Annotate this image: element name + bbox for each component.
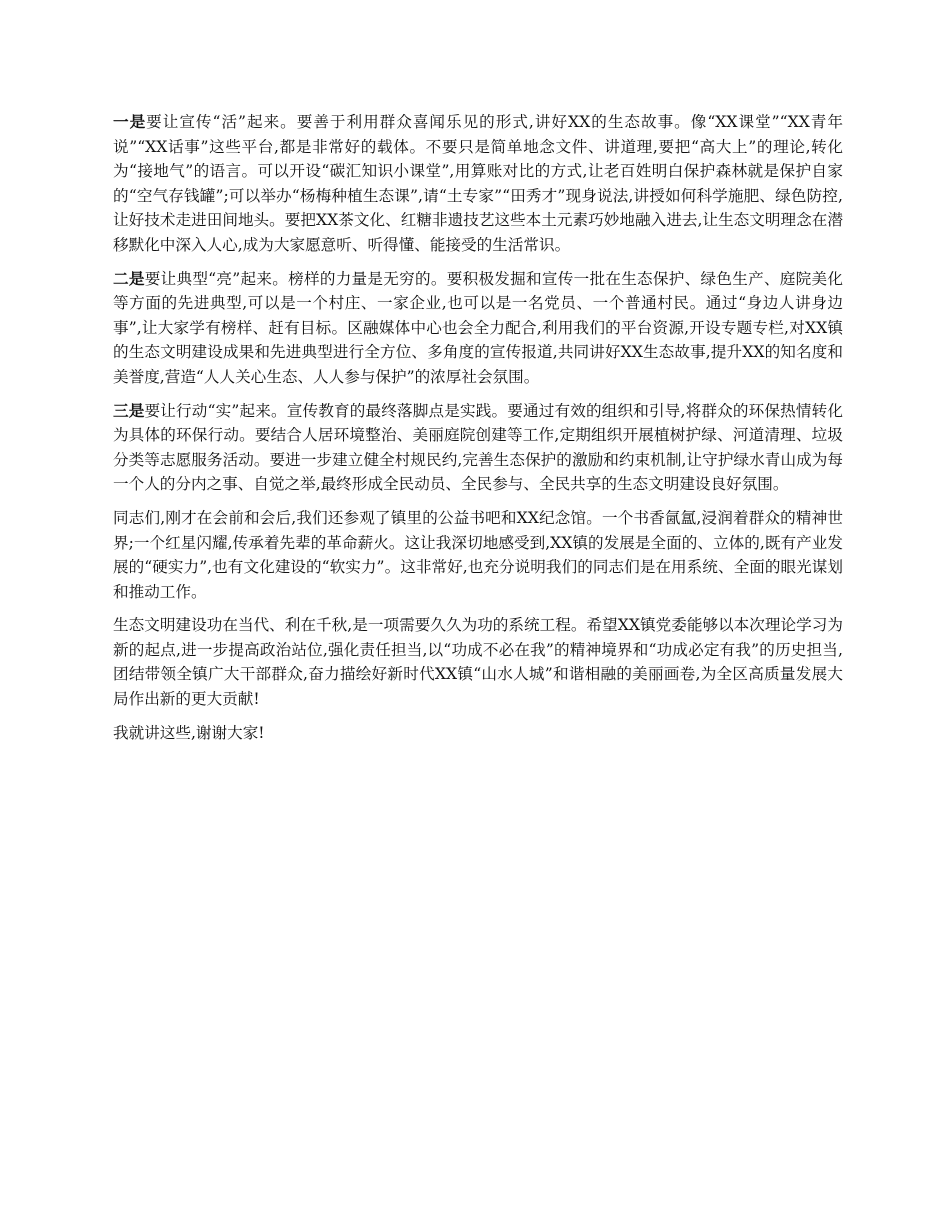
paragraph-lead: 一是 bbox=[113, 112, 147, 131]
paragraph-lead: 三是 bbox=[113, 400, 145, 420]
paragraph-2 bbox=[113, 267, 843, 390]
paragraph-lead: 二是 bbox=[113, 268, 145, 288]
paragraph-5 bbox=[113, 613, 843, 711]
paragraph-3 bbox=[113, 399, 843, 497]
paragraph-text: 生态文明建设功在当代、利在千秋,是一项需要久久为功的系统工程。希望XX镇党委能够以本次理论学习为新的起点,进一步提高政治站位,强化责任担当,以“功成不必在我”的精神境界和“功成必定有我”的历史担当,团结带领全镇广大干部群众,奋力描绘好新时代XX镇“山水人城”和谐相融的美丽画卷,为全区高质量发展大局作出新的更大贡献! bbox=[113, 616, 843, 709]
document-body bbox=[113, 110, 843, 754]
paragraph-text: 同志们,刚才在会前和会后,我们还参观了镇里的公益书吧和XX纪念馆。一个书香氤氲,浸润着群众的精神世界;一个红星闪耀,传承着先辈的革命薪火。这让我深切地感受到,XX镇的发展是全面的、立体的,既有产业发展的“硬实力”,也有文化建设的“软实力”。这非常好,也充分说明我们的同志们是在用系统、全面的眼光谋划和推动工作。 bbox=[113, 508, 843, 601]
paragraph-closing bbox=[113, 721, 843, 746]
paragraph-text: 我就讲这些,谢谢大家! bbox=[113, 723, 265, 742]
paragraph-text: 要让宣传“活”起来。要善于利用群众喜闻乐见的形式,讲好XX的生态故事。像“XX课堂”“XX青年说”“XX话事”这些平台,都是非常好的载体。不要只是简单地念文件、讲道理,要把“高大上”的理论,转化为“接地气”的语言。可以开设“碳汇知识小课堂”,用算账对比的方式,让老百姓明白保护森林就是保护自家的“空气存钱罐”;可以举办“杨梅种植生态课”,请“土专家”“田秀才”现身说法,讲授如何科学施肥、绿色防控,让好技术走进田间地头。要把XX茶文化、红糖非遗技艺这些本土元素巧妙地融入进去,让生态文明理念在潜移默化中深入人心,成为大家愿意听、听得懂、能接受的生活常识。 bbox=[113, 113, 843, 254]
paragraph-text: 要让行动“实”起来。宣传教育的最终落脚点是实践。要通过有效的组织和引导,将群众的环保热情转化为具体的环保行动。要结合人居环境整治、美丽庭院创建等工作,定期组织开展植树护绿、河道清理、垃圾分类等志愿服务活动。要进一步建立健全村规民约,完善生态保护的激励和约束机制,让守护绿水青山成为每一个人的分内之事、自觉之举,最终形成全民动员、全民参与、全民共享的生态文明建设良好氛围。 bbox=[113, 401, 843, 494]
paragraph-1 bbox=[113, 110, 843, 258]
paragraph-4 bbox=[113, 506, 843, 604]
paragraph-text: 要让典型“亮”起来。榜样的力量是无穷的。要积极发掘和宣传一批在生态保护、绿色生产、庭院美化等方面的先进典型,可以是一个村庄、一家企业,也可以是一名党员、一个普通村民。通过“身边人讲身边事”,让大家学有榜样、赶有目标。区融媒体中心也会全力配合,利用我们的平台资源,开设专题专栏,对XX镇的生态文明建设成果和先进典型进行全方位、多角度的宣传报道,共同讲好XX生态故事,提升XX的知名度和美誉度,营造“人人关心生态、人人参与保护”的浓厚社会氛围。 bbox=[113, 269, 843, 386]
